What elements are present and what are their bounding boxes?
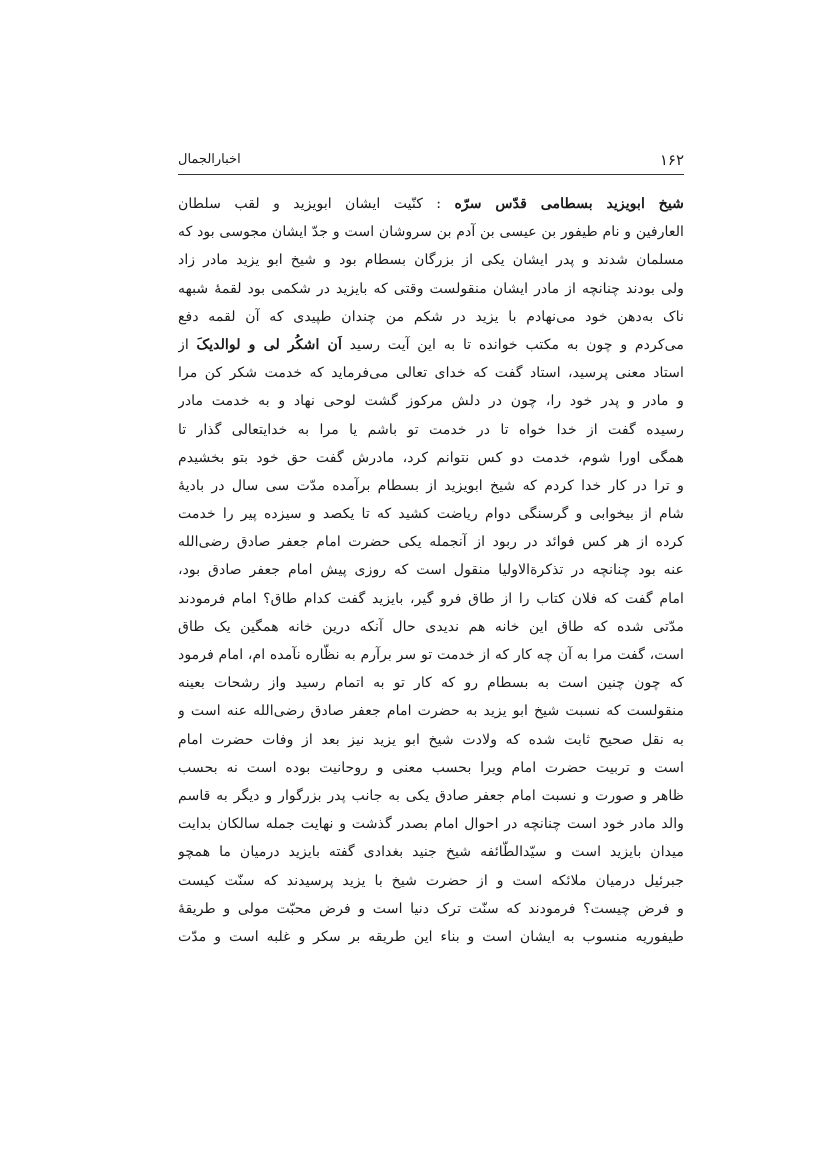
text-line: امام گفت که فلان کتاب را از طاق فرو گیر، بایزید گفت کدام طاق؟ امام فرمودند [178, 590, 684, 607]
text-line: استاد معنی پرسید، استاد گفت که خدای تعالی می‌فرماید که خدمت شکر کن مرا [178, 365, 684, 382]
text-line: و مادر و پدر خود را، چون در دلش مرکوز گشت لوحی نهاد و به خدمت مادر [178, 393, 684, 410]
text-line: همگی اورا شوم، خدمت دو کس نتوانم کرد، مادرش گفت حق خود بتو بخشیدم [178, 449, 684, 466]
text-line: عنه بود چنانچه در تذکرةالاولیا منقول است که روزی پیش امام جعفر صادق بود، [178, 562, 684, 579]
text-line: ناک به‌دهن خود می‌نهادم با یزید در شکم من چندان طپیدی که آن لقمه دفع [178, 308, 684, 325]
text-line: که چون چنین است به بسطام رو که کار تو به اتمام رسید واز رشحات بعینه [178, 675, 684, 692]
text-line [178, 190, 684, 218]
text-line: ولی بودند چنانچه از مادر ایشان منقولست وقتی که بایزید در شکمی بود لقمهٔ شبهه [178, 280, 684, 297]
text-line: رسیده گفت از خدا خواه تا در خدمت تو باشم یا مرا به خدایتعالی گذار تا [178, 421, 684, 438]
quranic-quote: اَن اشکُر لی و لوالدیکَ [196, 336, 342, 353]
text-line: است، گفت مرا به آن چه کار که از خدمت تو سر برآرم به نظّاره نآمده ام، امام فرمود [178, 647, 684, 663]
text-line: منقولست که نسبت شیخ ابو یزید به حضرت امام جعفر صادق رضی‌الله عنه است و [178, 703, 684, 720]
text-line: طیفوریه منسوب به ایشان است و بناء این طریقه بر سکر و غلبه است و مدّت [178, 928, 684, 945]
text-line: شام از بیخوابی و گرسنگی دوام ریاضت کشید که تا یکصد و سیزده پیر را خدمت [178, 506, 684, 523]
page-number: ۱۶۲ [659, 151, 684, 169]
book-title: اخبارالجمال [178, 152, 241, 167]
text-line: و فرض چیست؟ فرمودند که سنّت ترک دنیا است و فرض محبّت مولی و طریقهٔ [178, 900, 684, 917]
section-heading: شیخ ابویزید بسطامی قدّس سرّه [454, 196, 684, 212]
running-head [178, 150, 684, 174]
text-line: مسلمان شدند و پدر ایشان یکی از بزرگان بسطام بود و شیخ ابو یزید مادر زاد [178, 252, 684, 269]
text-line: ظاهر و صورت و نسبت امام جعفر صادق یکی به جانب پدر بزرگوار و دیگر به قاسم [178, 787, 684, 804]
text-line: کرده از هر کس فوائد در ربود از آنجمله یکی حضرت امام جعفر صادق رضی‌الله [178, 534, 684, 551]
text-line: والد مادر خود است چنانچه در احوال امام بصدر گذشت و نهایت جمله سالکان بدایت [178, 816, 684, 833]
quote-prefix: می‌کردم و چون به مکتب خوانده تا به این آیت رسید [341, 336, 684, 353]
text-line: است و تربیت حضرت امام ویرا بحسب معنی و روحانیت بوده است نه بحسب [178, 759, 684, 776]
text-line: العارفین و نام طیفور بن عیسی بن آدم بن سروشان است و جدّ ایشان مجوسی بود که [178, 224, 684, 241]
text-line: جبرئیل درمیان ملائکه است و از حضرت شیخ با یزید پرسیدند که سنّت کیست [178, 872, 684, 889]
text-line: به نقل صحیح ثابت شده که ولادت شیخ ابو یزید نیز بعد از وفات حضرت امام [178, 731, 684, 748]
text-line: میدان بایزید است و سیّدالطّائفه شیخ جنید بغدادی گفته بایزید درمیان ما همچو [178, 844, 684, 861]
text-line: و ترا در کار خدا کردم که شیخ ابویزید از بسطام برآمده مدّت سی سال در بادیهٔ [178, 477, 684, 494]
quote-suffix: از [178, 336, 197, 353]
body-text [178, 190, 684, 951]
text-line [178, 331, 684, 359]
text-line: مدّتی شده که طاق این خانه هم ندیدی حال آنکه درین خانه همگین یک طاق [178, 618, 684, 635]
header-rule [178, 174, 684, 175]
heading-continuation: : کنّیت ایشان ابویزید و لقب سلطان [178, 196, 455, 212]
